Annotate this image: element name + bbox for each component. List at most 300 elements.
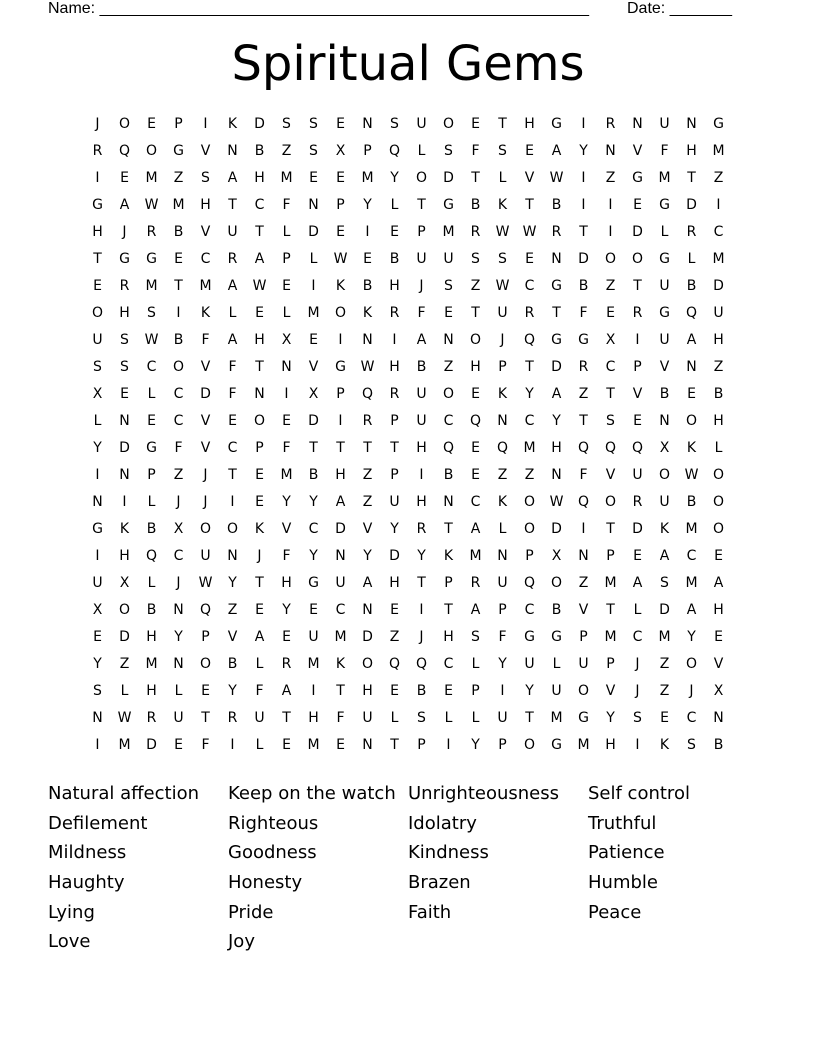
grid-letter[interactable]: S xyxy=(93,359,102,375)
grid-letter[interactable]: R xyxy=(470,575,481,591)
grid-letter[interactable]: N xyxy=(92,494,103,510)
grid-letter[interactable]: T xyxy=(525,359,534,375)
grid-letter[interactable]: B xyxy=(308,467,319,483)
grid-letter[interactable]: C xyxy=(254,197,265,213)
grid-letter[interactable]: H xyxy=(713,332,724,348)
grid-letter[interactable]: T xyxy=(606,386,615,402)
grid-letter[interactable]: C xyxy=(632,629,643,645)
grid-letter[interactable]: V xyxy=(200,143,211,159)
grid-letter[interactable]: B xyxy=(686,278,697,294)
grid-letter[interactable]: O xyxy=(523,521,536,537)
grid-letter[interactable]: L xyxy=(120,683,129,699)
grid-letter[interactable]: G xyxy=(659,305,670,321)
grid-letter[interactable]: T xyxy=(228,467,237,483)
grid-letter[interactable]: K xyxy=(659,737,670,753)
grid-letter[interactable]: T xyxy=(417,575,426,591)
grid-letter[interactable]: I xyxy=(122,494,127,510)
grid-letter[interactable]: N xyxy=(443,332,454,348)
grid-letter[interactable]: N xyxy=(362,737,373,753)
grid-letter[interactable]: Z xyxy=(497,467,508,483)
grid-letter[interactable]: E xyxy=(687,386,696,402)
grid-letter[interactable]: R xyxy=(389,386,400,402)
grid-letter[interactable]: E xyxy=(714,548,723,564)
grid-letter[interactable]: Q xyxy=(118,143,131,159)
grid-letter[interactable]: L xyxy=(444,710,453,726)
grid-letter[interactable]: L xyxy=(147,575,156,591)
grid-letter[interactable]: O xyxy=(172,359,185,375)
grid-letter[interactable]: C xyxy=(713,224,724,240)
grid-letter[interactable]: V xyxy=(308,359,319,375)
grid-letter[interactable]: K xyxy=(362,305,373,321)
grid-letter[interactable]: E xyxy=(444,305,453,321)
grid-letter[interactable]: E xyxy=(606,305,615,321)
grid-letter[interactable]: M xyxy=(442,224,455,240)
grid-letter[interactable]: N xyxy=(443,494,454,510)
grid-letter[interactable]: D xyxy=(578,251,589,267)
grid-letter[interactable]: H xyxy=(470,359,481,375)
grid-letter[interactable]: M xyxy=(658,170,671,186)
grid-letter[interactable]: A xyxy=(227,278,238,294)
grid-letter[interactable]: D xyxy=(443,170,454,186)
grid-letter[interactable]: J xyxy=(419,629,424,645)
grid-letter[interactable]: H xyxy=(389,359,400,375)
grid-letter[interactable]: I xyxy=(95,548,100,564)
grid-letter[interactable]: U xyxy=(578,656,589,672)
grid-letter[interactable]: D xyxy=(659,602,670,618)
grid-letter[interactable]: U xyxy=(362,710,373,726)
grid-letter[interactable]: Q xyxy=(199,602,212,618)
grid-letter[interactable]: S xyxy=(390,116,399,132)
grid-letter[interactable]: W xyxy=(495,278,510,294)
grid-letter[interactable]: K xyxy=(254,521,265,537)
grid-letter[interactable]: A xyxy=(686,332,697,348)
grid-letter[interactable]: D xyxy=(308,224,319,240)
grid-letter[interactable]: N xyxy=(281,359,292,375)
grid-letter[interactable]: E xyxy=(390,224,399,240)
grid-letter[interactable]: X xyxy=(308,386,319,402)
grid-letter[interactable]: E xyxy=(390,602,399,618)
grid-letter[interactable]: X xyxy=(119,575,130,591)
grid-letter[interactable]: B xyxy=(713,737,724,753)
grid-letter[interactable]: P xyxy=(633,359,642,375)
grid-letter[interactable]: R xyxy=(416,521,427,537)
grid-letter[interactable]: T xyxy=(525,710,534,726)
grid-letter[interactable]: Y xyxy=(93,440,102,456)
grid-letter[interactable]: A xyxy=(470,521,481,537)
grid-letter[interactable]: K xyxy=(497,197,508,213)
grid-letter[interactable]: T xyxy=(255,224,264,240)
grid-letter[interactable]: M xyxy=(307,737,320,753)
grid-letter[interactable]: D xyxy=(551,359,562,375)
grid-letter[interactable]: W xyxy=(198,575,213,591)
grid-letter[interactable]: N xyxy=(686,116,697,132)
grid-letter[interactable]: E xyxy=(309,602,318,618)
grid-letter[interactable]: X xyxy=(92,602,103,618)
grid-letter[interactable]: O xyxy=(712,494,725,510)
grid-letter[interactable]: U xyxy=(416,413,427,429)
grid-letter[interactable]: A xyxy=(659,548,670,564)
grid-letter[interactable]: P xyxy=(498,602,507,618)
grid-letter[interactable]: D xyxy=(362,629,373,645)
grid-letter[interactable]: I xyxy=(635,332,640,348)
grid-letter[interactable]: H xyxy=(713,413,724,429)
grid-letter[interactable]: B xyxy=(146,521,157,537)
grid-letter[interactable]: E xyxy=(120,170,129,186)
grid-letter[interactable]: L xyxy=(552,656,561,672)
grid-letter[interactable]: M xyxy=(685,521,698,537)
grid-letter[interactable]: J xyxy=(203,494,208,510)
grid-letter[interactable]: P xyxy=(282,251,291,267)
grid-letter[interactable]: M xyxy=(307,656,320,672)
grid-letter[interactable]: V xyxy=(227,629,238,645)
grid-letter[interactable]: I xyxy=(203,116,208,132)
grid-letter[interactable]: O xyxy=(334,305,347,321)
grid-letter[interactable]: F xyxy=(336,710,345,726)
grid-letter[interactable]: I xyxy=(95,467,100,483)
grid-letter[interactable]: Z xyxy=(389,629,400,645)
grid-letter[interactable]: I xyxy=(446,737,451,753)
grid-letter[interactable]: H xyxy=(119,548,130,564)
grid-letter[interactable]: C xyxy=(146,359,157,375)
grid-letter[interactable]: R xyxy=(389,305,400,321)
grid-letter[interactable]: F xyxy=(228,386,237,402)
grid-letter[interactable]: E xyxy=(714,629,723,645)
grid-letter[interactable]: C xyxy=(605,359,616,375)
grid-letter[interactable]: J xyxy=(257,548,262,564)
grid-letter[interactable]: U xyxy=(659,494,670,510)
grid-letter[interactable]: H xyxy=(308,710,319,726)
grid-letter[interactable]: C xyxy=(227,440,238,456)
grid-letter[interactable]: E xyxy=(282,278,291,294)
grid-letter[interactable]: G xyxy=(308,575,319,591)
grid-letter[interactable]: O xyxy=(469,332,482,348)
grid-letter[interactable]: A xyxy=(119,197,130,213)
grid-letter[interactable]: U xyxy=(254,710,265,726)
grid-letter[interactable]: Q xyxy=(577,494,590,510)
grid-letter[interactable]: T xyxy=(228,197,237,213)
grid-letter[interactable]: I xyxy=(176,305,181,321)
grid-letter[interactable]: T xyxy=(471,170,480,186)
grid-letter[interactable]: U xyxy=(173,710,184,726)
grid-letter[interactable]: I xyxy=(230,737,235,753)
grid-letter[interactable]: E xyxy=(525,143,534,159)
grid-letter[interactable]: T xyxy=(309,440,318,456)
grid-letter[interactable]: U xyxy=(497,575,508,591)
grid-letter[interactable]: Y xyxy=(417,548,426,564)
grid-letter[interactable]: M xyxy=(172,197,185,213)
grid-letter[interactable]: V xyxy=(632,386,643,402)
grid-letter[interactable]: A xyxy=(632,575,643,591)
grid-letter[interactable]: B xyxy=(173,332,184,348)
date-field[interactable]: Date: _______ xyxy=(627,0,732,17)
grid-letter[interactable]: S xyxy=(606,413,615,429)
grid-letter[interactable]: E xyxy=(93,629,102,645)
grid-letter[interactable]: F xyxy=(228,359,237,375)
grid-letter[interactable]: K xyxy=(119,521,130,537)
grid-letter[interactable]: F xyxy=(579,305,588,321)
grid-letter[interactable]: X xyxy=(281,332,292,348)
grid-letter[interactable]: N xyxy=(362,602,373,618)
grid-letter[interactable]: E xyxy=(174,251,183,267)
grid-letter[interactable]: D xyxy=(686,197,697,213)
grid-letter[interactable]: O xyxy=(199,656,212,672)
grid-letter[interactable]: W xyxy=(360,359,375,375)
grid-letter[interactable]: G xyxy=(443,197,454,213)
grid-letter[interactable]: C xyxy=(335,602,346,618)
grid-letter[interactable]: Q xyxy=(442,440,455,456)
grid-letter[interactable]: Y xyxy=(525,683,534,699)
grid-letter[interactable]: O xyxy=(199,521,212,537)
grid-letter[interactable]: G xyxy=(92,521,103,537)
grid-letter[interactable]: O xyxy=(685,413,698,429)
grid-letter[interactable]: Y xyxy=(606,710,615,726)
grid-letter[interactable]: O xyxy=(415,170,428,186)
grid-letter[interactable]: G xyxy=(659,251,670,267)
grid-letter[interactable]: E xyxy=(147,116,156,132)
grid-letter[interactable]: B xyxy=(416,683,427,699)
grid-letter[interactable]: Y xyxy=(309,494,318,510)
grid-letter[interactable]: R xyxy=(524,305,535,321)
grid-letter[interactable]: S xyxy=(687,737,696,753)
grid-letter[interactable]: H xyxy=(713,602,724,618)
grid-letter[interactable]: E xyxy=(525,251,534,267)
grid-letter[interactable]: W xyxy=(144,332,159,348)
grid-letter[interactable]: P xyxy=(336,197,345,213)
grid-letter[interactable]: C xyxy=(524,602,535,618)
grid-letter[interactable]: K xyxy=(443,548,454,564)
grid-letter[interactable]: T xyxy=(255,575,264,591)
grid-letter[interactable]: G xyxy=(551,629,562,645)
grid-letter[interactable]: G xyxy=(524,629,535,645)
grid-letter[interactable]: I xyxy=(95,737,100,753)
grid-letter[interactable]: V xyxy=(524,170,535,186)
grid-letter[interactable]: H xyxy=(254,332,265,348)
grid-letter[interactable]: I xyxy=(608,197,613,213)
grid-letter[interactable]: S xyxy=(471,629,480,645)
grid-letter[interactable]: U xyxy=(416,116,427,132)
grid-letter[interactable]: F xyxy=(201,737,210,753)
grid-letter[interactable]: Z xyxy=(470,278,481,294)
grid-letter[interactable]: C xyxy=(173,386,184,402)
grid-letter[interactable]: R xyxy=(146,710,157,726)
grid-letter[interactable]: H xyxy=(605,737,616,753)
grid-letter[interactable]: H xyxy=(254,170,265,186)
grid-letter[interactable]: U xyxy=(308,629,319,645)
grid-letter[interactable]: X xyxy=(605,332,616,348)
grid-letter[interactable]: I xyxy=(311,278,316,294)
grid-letter[interactable]: U xyxy=(416,386,427,402)
grid-letter[interactable]: M xyxy=(145,278,158,294)
grid-letter[interactable]: R xyxy=(470,224,481,240)
grid-letter[interactable]: U xyxy=(200,548,211,564)
grid-letter[interactable]: S xyxy=(201,170,210,186)
grid-letter[interactable]: N xyxy=(578,548,589,564)
grid-letter[interactable]: E xyxy=(471,116,480,132)
grid-letter[interactable]: J xyxy=(95,116,100,132)
grid-letter[interactable]: E xyxy=(201,683,210,699)
grid-letter[interactable]: N xyxy=(173,656,184,672)
grid-letter[interactable]: S xyxy=(444,278,453,294)
grid-letter[interactable]: D xyxy=(308,413,319,429)
name-field[interactable]: Name: _______________________________________________________ xyxy=(48,0,589,17)
grid-letter[interactable]: D xyxy=(389,548,400,564)
grid-letter[interactable]: S xyxy=(660,575,669,591)
grid-letter[interactable]: E xyxy=(336,170,345,186)
grid-letter[interactable]: N xyxy=(173,602,184,618)
grid-letter[interactable]: B xyxy=(659,386,670,402)
grid-letter[interactable]: I xyxy=(392,332,397,348)
grid-letter[interactable]: I xyxy=(419,602,424,618)
grid-letter[interactable]: Y xyxy=(363,197,372,213)
grid-letter[interactable]: F xyxy=(282,197,291,213)
grid-letter[interactable]: O xyxy=(712,521,725,537)
grid-letter[interactable]: G xyxy=(659,197,670,213)
grid-letter[interactable]: Z xyxy=(173,467,184,483)
grid-letter[interactable]: A xyxy=(335,494,346,510)
grid-letter[interactable]: K xyxy=(659,521,670,537)
grid-letter[interactable]: O xyxy=(685,656,698,672)
grid-letter[interactable]: L xyxy=(417,143,426,159)
grid-letter[interactable]: E xyxy=(444,683,453,699)
grid-letter[interactable]: N xyxy=(551,251,562,267)
grid-letter[interactable]: Z xyxy=(227,602,238,618)
grid-letter[interactable]: N xyxy=(308,197,319,213)
grid-letter[interactable]: P xyxy=(606,656,615,672)
grid-letter[interactable]: T xyxy=(444,602,453,618)
grid-letter[interactable]: I xyxy=(716,197,721,213)
grid-letter[interactable]: Z xyxy=(362,494,373,510)
grid-letter[interactable]: D xyxy=(335,521,346,537)
grid-letter[interactable]: A xyxy=(551,386,562,402)
grid-letter[interactable]: R xyxy=(227,710,238,726)
grid-letter[interactable]: A xyxy=(254,629,265,645)
grid-letter[interactable]: N xyxy=(119,413,130,429)
grid-letter[interactable]: H xyxy=(551,440,562,456)
grid-letter[interactable]: L xyxy=(282,305,291,321)
grid-letter[interactable]: E xyxy=(336,116,345,132)
grid-letter[interactable]: Y xyxy=(282,602,291,618)
grid-letter[interactable]: C xyxy=(173,548,184,564)
grid-letter[interactable]: B xyxy=(551,602,562,618)
grid-letter[interactable]: O xyxy=(118,116,131,132)
grid-letter[interactable]: T xyxy=(93,251,102,267)
grid-letter[interactable]: Z xyxy=(578,575,589,591)
grid-letter[interactable]: L xyxy=(93,413,102,429)
grid-letter[interactable]: F xyxy=(498,629,507,645)
grid-letter[interactable]: L xyxy=(471,710,480,726)
grid-letter[interactable]: U xyxy=(335,575,346,591)
grid-letter[interactable]: D xyxy=(254,116,265,132)
grid-letter[interactable]: S xyxy=(147,305,156,321)
grid-letter[interactable]: Y xyxy=(687,629,696,645)
grid-letter[interactable]: I xyxy=(365,224,370,240)
grid-letter[interactable]: V xyxy=(200,359,211,375)
grid-letter[interactable]: Q xyxy=(361,386,374,402)
grid-letter[interactable]: Z xyxy=(659,656,670,672)
grid-letter[interactable]: L xyxy=(498,170,507,186)
grid-letter[interactable]: Q xyxy=(523,575,536,591)
grid-letter[interactable]: R xyxy=(632,305,643,321)
grid-letter[interactable]: O xyxy=(604,494,617,510)
grid-letter[interactable]: S xyxy=(309,143,318,159)
grid-letter[interactable]: M xyxy=(712,251,725,267)
grid-letter[interactable]: A xyxy=(254,251,265,267)
grid-letter[interactable]: R xyxy=(362,413,373,429)
grid-letter[interactable]: A xyxy=(686,602,697,618)
grid-letter[interactable]: J xyxy=(203,467,208,483)
grid-letter[interactable]: A xyxy=(227,332,238,348)
grid-letter[interactable]: Q xyxy=(496,440,509,456)
grid-letter[interactable]: U xyxy=(389,494,400,510)
grid-letter[interactable]: I xyxy=(419,467,424,483)
grid-letter[interactable]: G xyxy=(146,440,157,456)
grid-letter[interactable]: L xyxy=(228,305,237,321)
grid-letter[interactable]: U xyxy=(713,305,724,321)
grid-letter[interactable]: M xyxy=(280,170,293,186)
grid-letter[interactable]: M xyxy=(658,629,671,645)
grid-letter[interactable]: E xyxy=(174,737,183,753)
grid-letter[interactable]: S xyxy=(309,116,318,132)
grid-letter[interactable]: C xyxy=(686,548,697,564)
grid-letter[interactable]: G xyxy=(551,278,562,294)
grid-letter[interactable]: O xyxy=(658,467,671,483)
grid-letter[interactable]: E xyxy=(660,710,669,726)
grid-letter[interactable]: E xyxy=(228,413,237,429)
grid-letter[interactable]: N xyxy=(362,116,373,132)
grid-letter[interactable]: G xyxy=(146,251,157,267)
grid-letter[interactable]: B xyxy=(443,467,454,483)
grid-letter[interactable]: I xyxy=(581,116,586,132)
grid-letter[interactable]: D xyxy=(551,521,562,537)
grid-letter[interactable]: W xyxy=(522,224,537,240)
grid-letter[interactable]: L xyxy=(714,440,723,456)
grid-letter[interactable]: M xyxy=(145,656,158,672)
grid-letter[interactable]: I xyxy=(338,413,343,429)
grid-letter[interactable]: Q xyxy=(388,143,401,159)
grid-letter[interactable]: C xyxy=(686,710,697,726)
grid-letter[interactable]: N xyxy=(551,467,562,483)
grid-letter[interactable]: G xyxy=(335,359,346,375)
grid-letter[interactable]: G xyxy=(551,116,562,132)
grid-letter[interactable]: S xyxy=(120,359,129,375)
grid-letter[interactable]: O xyxy=(361,656,374,672)
grid-letter[interactable]: R xyxy=(119,278,130,294)
grid-letter[interactable]: W xyxy=(549,494,564,510)
grid-letter[interactable]: Z xyxy=(362,467,373,483)
grid-letter[interactable]: U xyxy=(227,224,238,240)
grid-letter[interactable]: P xyxy=(363,143,372,159)
grid-letter[interactable]: T xyxy=(471,305,480,321)
grid-letter[interactable]: W xyxy=(252,278,267,294)
grid-letter[interactable]: M xyxy=(685,575,698,591)
grid-letter[interactable]: F xyxy=(660,143,669,159)
grid-letter[interactable]: I xyxy=(500,683,505,699)
grid-letter[interactable]: O xyxy=(91,305,104,321)
grid-letter[interactable]: M xyxy=(145,170,158,186)
grid-letter[interactable]: T xyxy=(417,197,426,213)
grid-letter[interactable]: O xyxy=(577,683,590,699)
grid-letter[interactable]: C xyxy=(524,413,535,429)
grid-letter[interactable]: A xyxy=(551,143,562,159)
grid-letter[interactable]: D xyxy=(632,224,643,240)
grid-letter[interactable]: M xyxy=(469,548,482,564)
grid-letter[interactable]: G xyxy=(551,332,562,348)
grid-letter[interactable]: U xyxy=(92,332,103,348)
grid-letter[interactable]: E xyxy=(120,386,129,402)
grid-letter[interactable]: T xyxy=(687,170,696,186)
grid-letter[interactable]: H xyxy=(416,494,427,510)
grid-letter[interactable]: O xyxy=(712,467,725,483)
